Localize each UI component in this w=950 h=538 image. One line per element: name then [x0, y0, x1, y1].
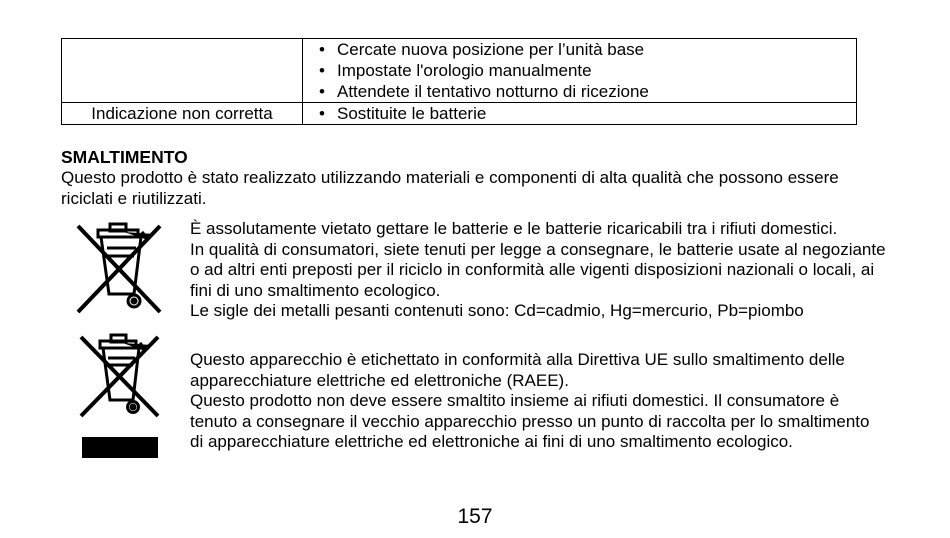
table-cell-problem: Indicazione non corretta: [62, 103, 303, 125]
table-cell-remedies: [303, 39, 857, 103]
crossed-out-wheelie-bin-icon: [78, 330, 162, 422]
remedy-list: [317, 103, 856, 124]
page-number: 157: [457, 505, 493, 528]
list-item: • Attendete il tentativo notturno di ricezione: [317, 81, 856, 102]
list-item: • Cercate nuova posizione per l’unità base: [317, 39, 856, 60]
raee-paragraph: [190, 350, 880, 453]
paragraph-line: Questo apparecchio è etichettato in conformità alla Direttiva UE sullo smaltimento delle apparecchiature elettriche ed elettroniche (RAEE).: [190, 350, 845, 390]
table-cell-remedies: [303, 103, 857, 125]
crossed-out-wheelie-bin-icon: [74, 218, 166, 318]
battery-disposal-paragraph: [190, 219, 890, 322]
paragraph-line: In qualità di consumatori, siete tenuti per legge a consegnare, le batterie usate al negoziante o ad altri enti preposti per il riciclo in conformità alle vigenti disposizioni nazionali o locali, ai fini di uno smaltimento ecologico.: [190, 239, 886, 300]
table-row: [62, 103, 857, 125]
table-cell-problem: [62, 39, 303, 103]
black-bar: [82, 437, 158, 458]
remedy-list: [317, 39, 856, 102]
paragraph-line: Le sigle dei metalli pesanti contenuti sono: Cd=cadmio, Hg=mercurio, Pb=piombo: [190, 301, 804, 320]
list-item: • Sostituite le batterie: [317, 103, 856, 124]
paragraph-line: Questo prodotto non deve essere smaltito insieme ai rifiuti domestici. Il consumatore è tenuto a consegnare il vecchio apparecchio presso un punto di raccolta per lo smaltimento di apparecchiature elettriche ed elettroniche ai fini di uno smaltimento ecologico.: [190, 391, 870, 451]
table-row: [62, 39, 857, 103]
section-intro: Questo prodotto è stato realizzato utilizzando materiali e componenti di alta qualità che possono essere riciclati e riutilizzati.: [61, 168, 839, 208]
list-item: • Impostate l'orologio manualmente: [317, 60, 856, 81]
troubleshooting-table: [61, 38, 857, 125]
section-title: SMALTIMENTO: [61, 147, 188, 167]
paragraph-line: È assolutamente vietato gettare le batterie e le batterie ricaricabili tra i rifiuti domestici.: [190, 219, 838, 238]
